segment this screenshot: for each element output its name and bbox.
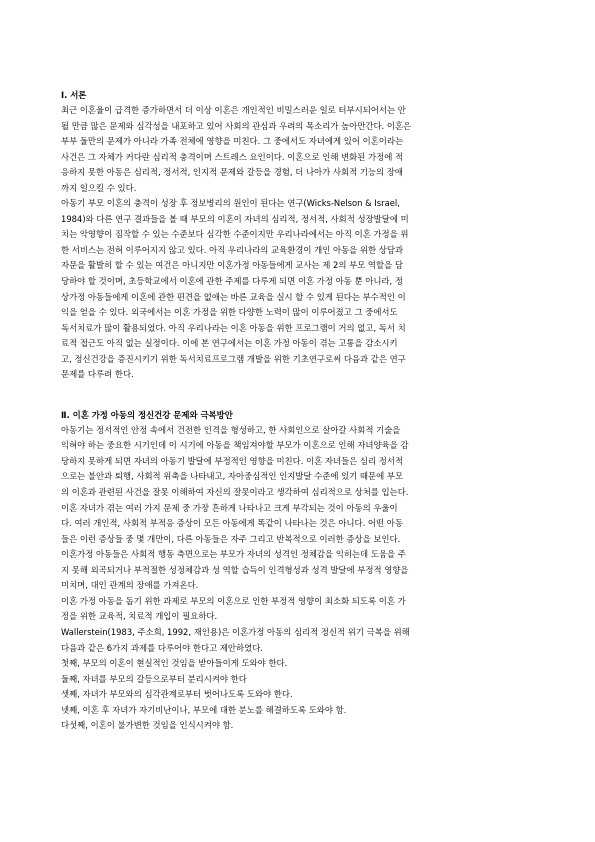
- paragraph-line: 아동기는 정서적인 안정 속에서 건전한 인격을 형성하고, 한 사회인으로 살아갈 사회적 기술을: [61, 424, 401, 435]
- paragraph-line: 익을 얻을 수 있다. 외국에서는 이혼 가정을 위한 다양한 노력이 많이 이루어졌고 그 중에서도: [61, 307, 398, 318]
- section-body-introduction: [61, 103, 537, 383]
- paragraph-line: 으로는 불안과 퇴행, 사회적 위축을 나타내고, 자아중심적인 인지발달 수준에 있기 때문에 부모: [61, 471, 404, 482]
- paragraph-line: 미치며, 대인 관계의 장애를 가져온다.: [61, 580, 199, 591]
- paragraph-line: 응하지 못한 아동은 심리적, 정서적, 인지적 문제와 갈등을 경험, 더 나아가 사회적 기능의 장애: [61, 167, 403, 178]
- paragraph-line: 다. 여러 개인적, 사회적 부적응 증상이 모든 아동에게 똑같이 나타나는 것은 아니다. 어떤 아동: [61, 518, 403, 529]
- list-item: 둘째, 자녀를 부모의 갈등으로부터 분리시켜야 한다: [61, 673, 247, 684]
- paragraph-line: 이혼가정 아동들은 사회적 행동 측면으로는 부모가 자녀의 성격인 정체감을 익히는데 도움을 주: [61, 549, 406, 560]
- paragraph-line: 부부 둘만의 문제가 아니라 가족 전체에 영향을 미친다. 그 중에서도 자녀에게 있어 이혼이라는: [61, 136, 404, 147]
- paragraph-line: 의 이혼과 관련된 사건을 잘못 이해하여 자신의 잘못이라고 생각하여 심리적으로 상처를 입는다.: [61, 487, 409, 498]
- paragraph-line: 최근 이혼율이 급격한 증가하면서 더 이상 이혼은 개인적인 비밀스러운 일로 터부시되어서는 안: [61, 105, 406, 115]
- paragraph-line: 당하야 할 것이며, 초등학교에서 이혼에 관한 주제를 다루게 되면 이혼 가정 아동 뿐 아니라, 정: [61, 276, 403, 287]
- paragraph-line: 1984)와 다른 연구 결과들을 볼 때 부모의 이혼이 자녀의 심리적, 정서적, 사회적 성장발달에 미: [61, 213, 409, 224]
- paragraph-line: 사건은 그 자체가 커다란 심리적 충격이며 스트레스 요인이다. 이혼으로 인해 변화된 가정에 적: [61, 151, 404, 162]
- paragraph-line: 지 못해 외곡되거나 부적절한 성정체감과 성 역할 습득이 인격형성과 성격 발달에 부정적 영향을: [61, 564, 409, 575]
- paragraph-line: 고, 정신건강을 증진시키기 위한 독서치료프로그램 개발을 위한 기초연구로써 다음과 같은 연구: [61, 353, 406, 364]
- paragraph-line: 이혼 자녀가 겪는 여러 가지 문제 중 가장 흔하게 나타나고 크게 부각되는 것이 아동의 우울이: [61, 502, 398, 513]
- section-body-mental-health: [61, 423, 537, 734]
- paragraph-line: 독서치료가 많이 활용되었다. 아직 우리나라는 이혼 아동을 위한 프로그램이 거의 없고, 독서 치: [61, 322, 406, 333]
- paragraph-line: 문제를 다루려 한다.: [61, 369, 134, 380]
- paragraph-line: 료적 접근도 아직 없는 실정이다. 이에 본 연구에서는 이혼 가정 아동이 겪는 고통을 감소시키: [61, 338, 398, 349]
- paragraph-line: 상가정 아동들에게 이혼에 관한 편견을 없애는 바른 교육을 실시 할 수 있게 된다는 부수적인 이: [61, 291, 406, 302]
- section-heading-mental-health: Ⅱ. 이혼 가정 아동의 정신건강 문제와 극복방안: [61, 409, 233, 420]
- paragraph-line: 자문을 활발히 할 수 있는 여건은 아니지만 이혼가정 아동들에게 교사는 제 2의 부모 역할을 담: [61, 260, 403, 271]
- section-heading-introduction: Ⅰ. 서론: [61, 90, 87, 100]
- list-item: 첫째, 부모의 이혼이 현실적인 것임을 받아들이게 도와야 한다.: [61, 658, 288, 669]
- paragraph-line: 아동기 부모 이혼의 충격이 성장 후 정보병리의 원인이 된다는 연구(Wicks-Nelson & Israel,: [61, 198, 400, 209]
- paragraph-line: 들은 이런 증상들 중 몇 개만이, 다른 아동들은 자주 그리고 반복적으로 이러한 증상을 보인다.: [61, 533, 401, 544]
- paragraph-line: 다음과 같은 6가지 과제를 다루어야 한다고 제안하였다.: [61, 642, 263, 653]
- paragraph-line: 익혀야 하는 중요한 시기인데 이 시기에 아동을 책임져야할 부모가 이혼으로 인해 자녀양육을 감: [61, 440, 409, 451]
- paragraph-line: 한 서비스는 전혀 이루어지지 않고 있다. 아직 우리나라의 교육환경이 개인 아동을 위한 상담과: [61, 244, 404, 255]
- paragraph-line: 치는 악영향이 짐작할 수 있는 수준보다 심각한 수준이지만 우리나라에서는 아직 이혼 가정을 위: [61, 229, 409, 240]
- paragraph-line: Wallerstein(1983, 주소희, 1992, 재인용)은 이혼가정 아동의 심리적 정신적 위기 극복을 위해: [61, 626, 410, 637]
- paragraph-line: 정을 위한 교육적, 치료적 개입이 필요하다.: [61, 611, 218, 622]
- paragraph-line: 까지 일으킬 수 있다.: [61, 182, 137, 193]
- paragraph-line: 이혼 가정 아동을 돕기 위한 과제로 부모의 이혼으로 인한 부정적 영향이 최소화 되도록 이혼 가: [61, 595, 406, 606]
- paragraph-line: 당하지 못하게 되면 자녀의 아동기 발달에 부정적인 영향을 미친다. 이혼 자녀들은 심리 정서적: [61, 455, 404, 466]
- paragraph-line: 될 만큼 많은 문제와 심각성을 내포하고 있어 사회의 관심과 우려의 목소리가 높아만간다. 이혼은: [61, 120, 412, 131]
- list-item: 넷째, 이혼 후 자녀가 자기비난이나, 부모에 대한 분노를 해결하도록 도와야 함.: [61, 704, 347, 715]
- list-item: 다섯째, 이혼이 불가변한 것임을 인식시켜야 함.: [61, 720, 234, 731]
- document-page: [61, 88, 537, 734]
- list-item: 셋째, 자녀가 부모와의 심각관계로부터 벗어나도록 도와야 한다.: [61, 689, 293, 700]
